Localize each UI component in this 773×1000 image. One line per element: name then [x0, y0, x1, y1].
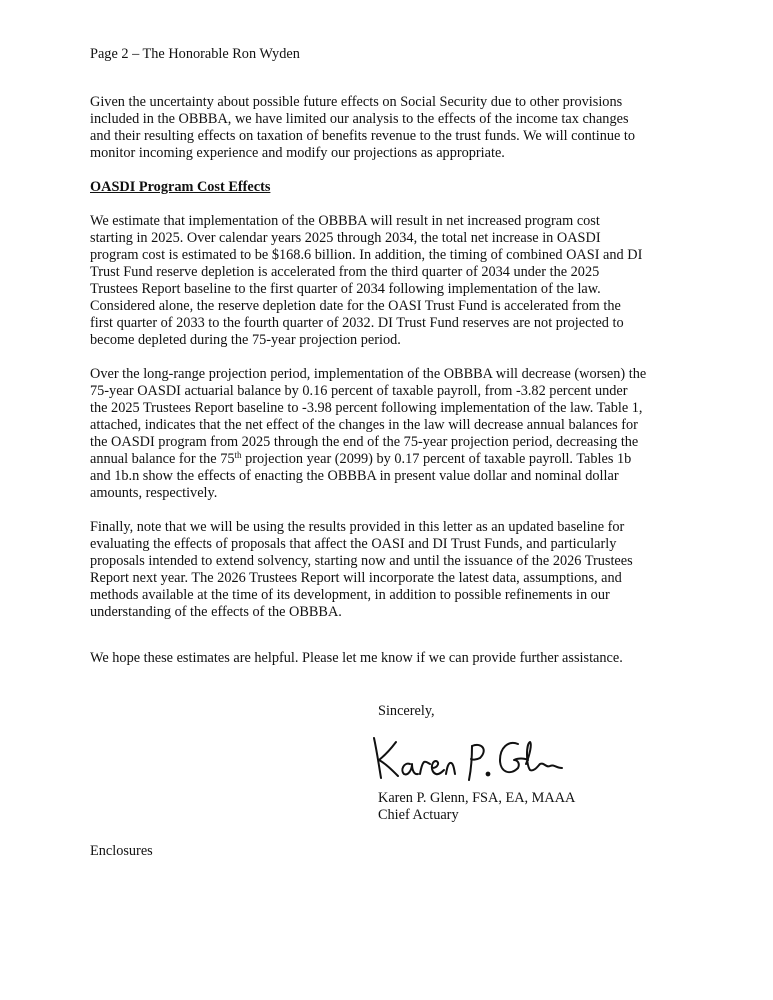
text-line: monitor incoming experience and modify our projections as appropriate.: [90, 145, 505, 161]
text-line: starting in 2025. Over calendar years 2025 through 2034, the total net increase in OASDI: [90, 230, 601, 246]
text-line: included in the OBBBA, we have limited our analysis to the effects of the income tax changes: [90, 111, 629, 127]
text-line: Given the uncertainty about possible future effects on Social Security due to other provisions: [90, 94, 623, 110]
text-line: Trustees Report baseline to the first quarter of 2034 following implementation of the law.: [90, 281, 601, 297]
text-line: and their resulting effects on taxation of benefits revenue to the trust funds. We will continue to: [90, 128, 636, 144]
text-line: attached, indicates that the net effect of the changes in the law will decrease annual balances for: [90, 417, 638, 433]
text-line: become depleted during the 75-year projection period.: [90, 332, 401, 348]
text-line: Finally, note that we will be using the results provided in this letter as an updated baseline for: [90, 519, 625, 535]
signature-image: [368, 728, 568, 786]
salutation: Sincerely,: [378, 703, 435, 719]
text-segment: annual balance for the 75: [90, 451, 235, 467]
signer-title: Chief Actuary: [378, 807, 459, 823]
paragraph-closing: We hope these estimates are helpful. Please let me know if we can provide further assistance.: [90, 650, 623, 666]
signer-name: Karen P. Glenn, FSA, EA, MAAA: [378, 790, 576, 806]
text-line: the 2025 Trustees Report baseline to -3.98 percent following implementation of the law. Table 1,: [90, 400, 643, 416]
text-line: and 1b.n show the effects of enacting the OBBBA in present value dollar and nominal dollar: [90, 468, 619, 484]
text-line: methods available at the time of its development, in addition to possible refinements in our: [90, 587, 610, 603]
text-line: Report next year. The 2026 Trustees Report will incorporate the latest data, assumptions, and: [90, 570, 622, 586]
ordinal-superscript: th: [234, 450, 242, 460]
text-line: first quarter of 2033 to the fourth quarter of 2032. DI Trust Fund reserves are not projected to: [90, 315, 624, 331]
section-heading: OASDI Program Cost Effects: [90, 179, 271, 195]
text-line: 75-year OASDI actuarial balance by 0.16 percent of taxable payroll, from -3.82 percent under: [90, 383, 628, 399]
text-line: We estimate that implementation of the OBBBA will result in net increased program cost: [90, 213, 600, 229]
text-line: amounts, respectively.: [90, 485, 218, 501]
text-line-superscript: [90, 451, 631, 468]
text-line: understanding of the effects of the OBBBA.: [90, 604, 342, 620]
text-segment: projection year (2099) by 0.17 percent of taxable payroll. Tables 1b: [241, 451, 632, 467]
text-line: proposals intended to extend solvency, starting now and until the issuance of the 2026 Trustees: [90, 553, 633, 569]
text-line: program cost is estimated to be $168.6 billion. In addition, the timing of combined OASI and DI: [90, 247, 643, 263]
page-header: Page 2 – The Honorable Ron Wyden: [90, 46, 300, 62]
enclosures-note: Enclosures: [90, 843, 153, 859]
text-line: Considered alone, the reserve depletion date for the OASI Trust Fund is accelerated from the: [90, 298, 621, 314]
text-line: Trust Fund reserve depletion is accelerated from the third quarter of 2034 under the 2025: [90, 264, 600, 280]
text-line: evaluating the effects of proposals that affect the OASI and DI Trust Funds, and particularly: [90, 536, 617, 552]
text-line: Over the long-range projection period, implementation of the OBBBA will decrease (worsen) the: [90, 366, 647, 382]
text-line: the OASDI program from 2025 through the end of the 75-year projection period, decreasing the: [90, 434, 639, 450]
